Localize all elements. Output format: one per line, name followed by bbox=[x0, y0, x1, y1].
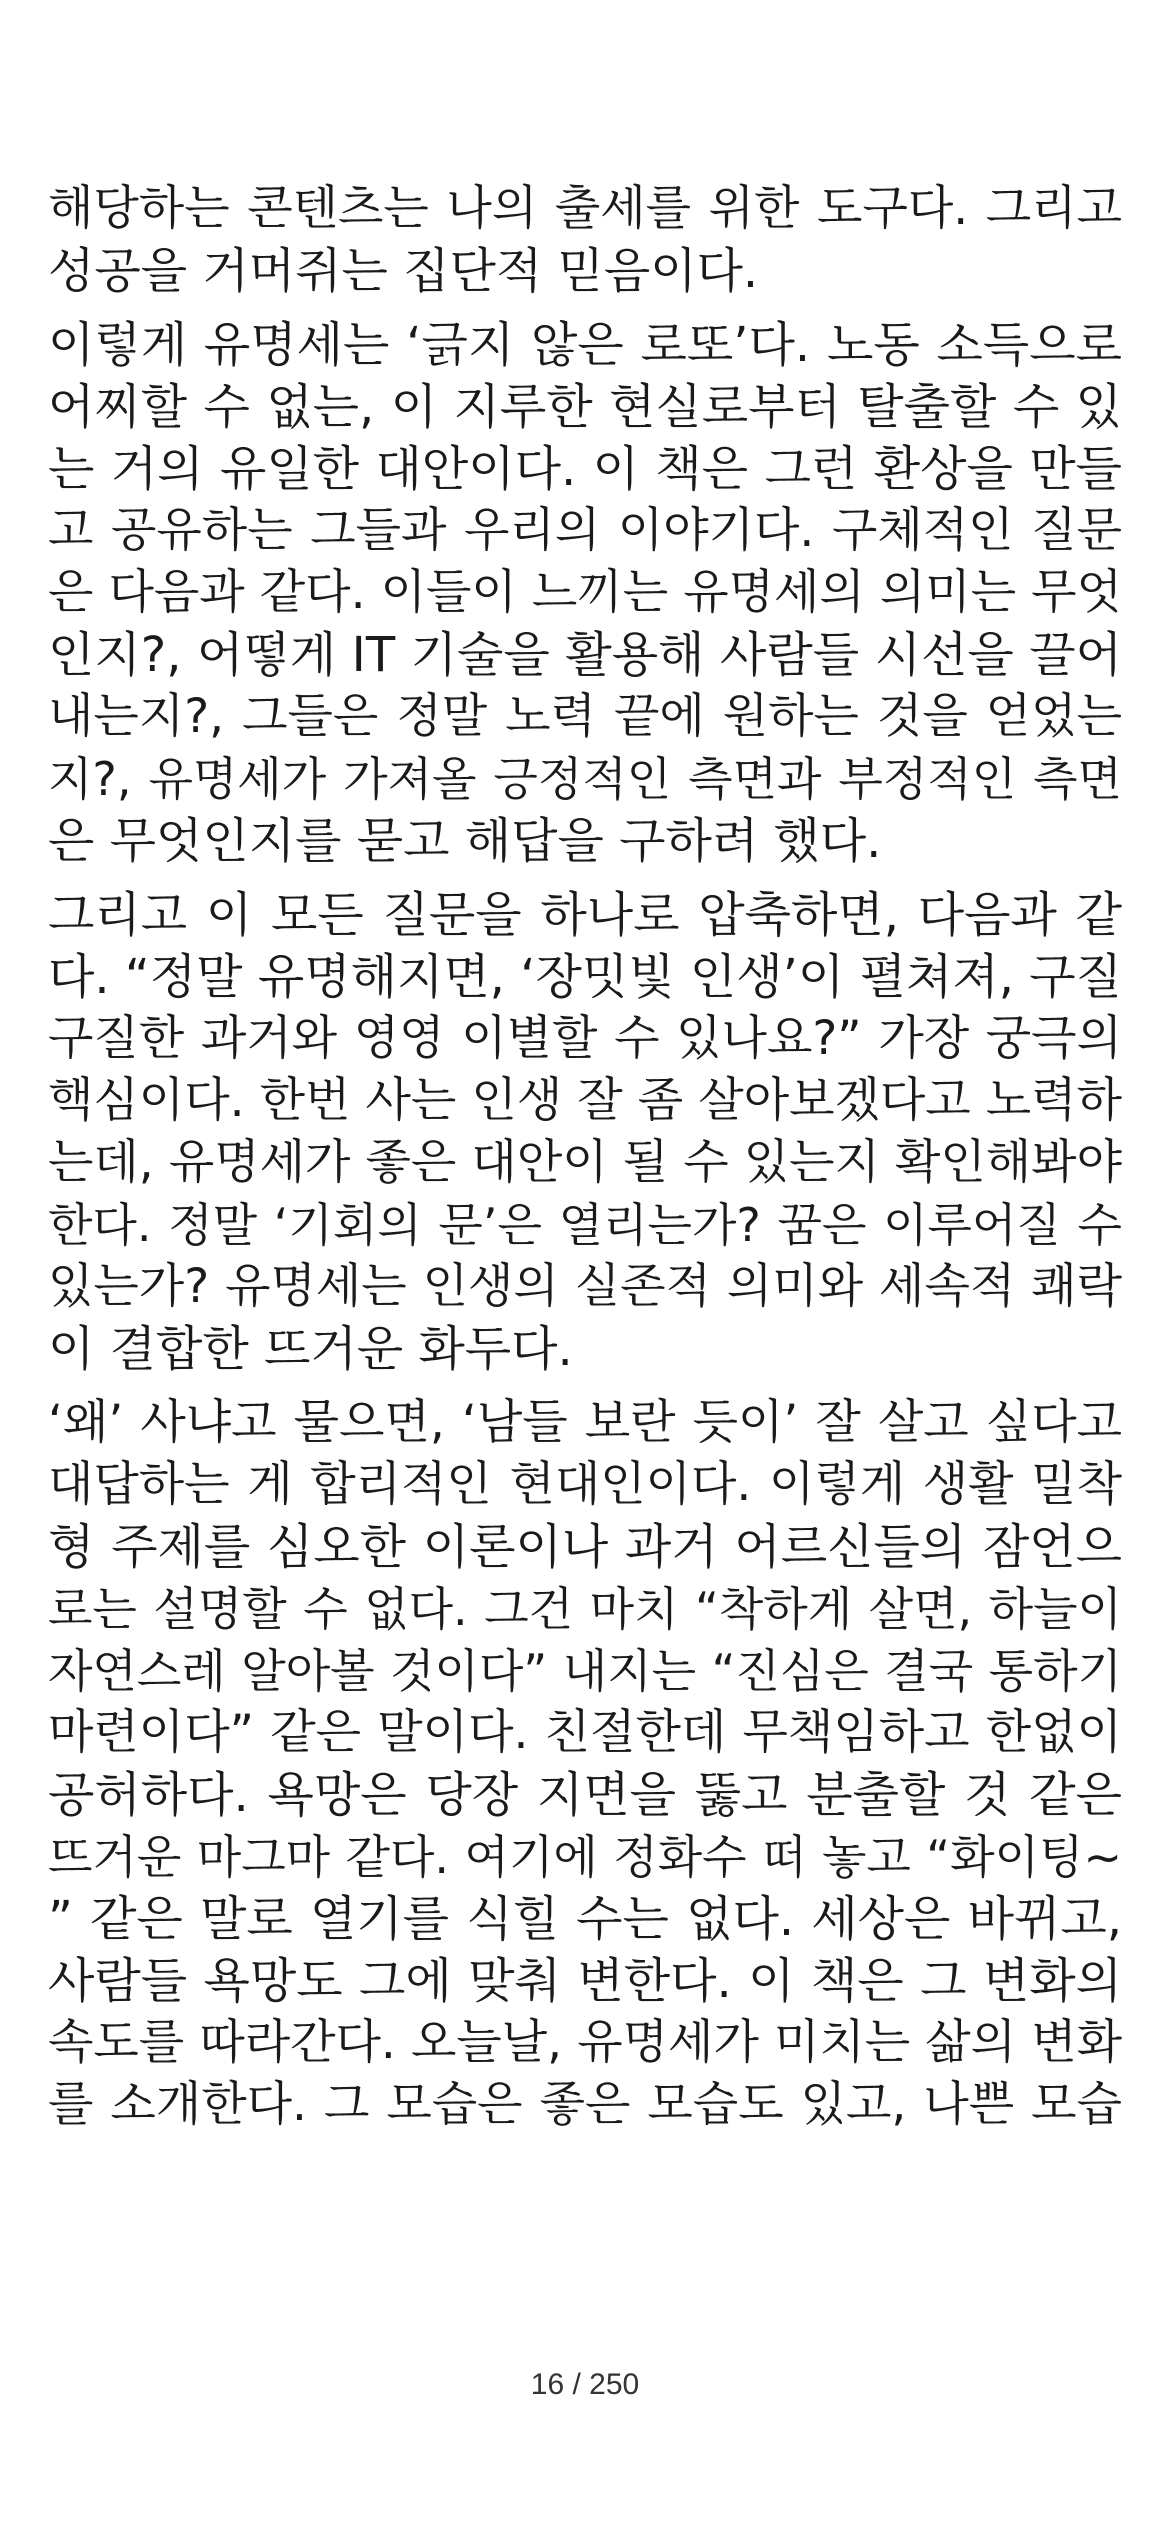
text-line: 내는지?, 그들은 정말 노력 끝에 원하는 것을 얻었는 bbox=[48, 689, 1122, 744]
text-line: 은 다음과 같다. 이들이 느끼는 유명세의 의미는 무엇 bbox=[48, 565, 1122, 620]
text-line: 지?, 유명세가 가져올 긍정적인 측면과 부정적인 측면 bbox=[48, 752, 1122, 806]
text-line: 공허하다. 욕망은 당장 지면을 뚫고 분출할 것 같은 bbox=[48, 1767, 1122, 1823]
text-line: 속도를 따라간다. 오늘날, 유명세가 미치는 삶의 변화 bbox=[48, 2015, 1122, 2070]
text-line: 핵심이다. 한번 사는 인생 잘 좀 살아보겠다고 노력하 bbox=[48, 1073, 1122, 1128]
text-line: 사람들 욕망도 그에 맞춰 변한다. 이 책은 그 변화의 bbox=[48, 1953, 1122, 2009]
text-line: 있는가? 유명세는 인생의 실존적 의미와 세속적 쾌락 bbox=[48, 1259, 1122, 1314]
text-line: 그리고 이 모든 질문을 하나로 압축하면, 다음과 같 bbox=[48, 887, 1122, 943]
paragraph-4 bbox=[48, 1392, 1122, 2136]
text-line: 자연스레 알아볼 것이다” 내지는 “진심은 결국 통하기 bbox=[48, 1644, 1122, 1698]
text-line: 대답하는 게 합리적인 현대인이다. 이렇게 생활 밀착 bbox=[48, 1457, 1122, 1512]
text-line: 어찌할 수 없는, 이 지루한 현실로부터 탈출할 수 있 bbox=[48, 379, 1122, 435]
page-number: 16 / 250 bbox=[530, 2368, 640, 2401]
text-line: 이렇게 유명세는 ‘긁지 않은 로또’다. 노동 소득으로 bbox=[48, 317, 1122, 373]
text-line: 마련이다” 같은 말이다. 친절한데 무책임하고 한없이 bbox=[48, 1705, 1122, 1760]
text-line: 은 무엇인지를 묻고 해답을 구하려 했다. bbox=[48, 813, 882, 869]
text-line: 다. “정말 유명해지면, ‘장밋빛 인생’이 펼쳐져, 구질 bbox=[48, 949, 1122, 1005]
book-text bbox=[48, 178, 1122, 2148]
text-line: 는 거의 유일한 대안이다. 이 책은 그런 환상을 만들 bbox=[48, 441, 1122, 497]
text-line: ‘왜’ 사냐고 물으면, ‘남들 보란 듯이’ 잘 살고 싶다고 bbox=[48, 1395, 1122, 1450]
text-line: 를 소개한다. 그 모습은 좋은 모습도 있고, 나쁜 모습 bbox=[48, 2077, 1122, 2132]
text-line: 이 결합한 뜨거운 화두다. bbox=[48, 1321, 573, 1377]
text-line: 형 주제를 심오한 이론이나 과거 어르신들의 잠언으 bbox=[48, 1519, 1122, 1575]
text-line: 한다. 정말 ‘기회의 문’은 열리는가? 꿈은 이루어질 수 bbox=[48, 1198, 1122, 1252]
text-line: 고 공유하는 그들과 우리의 이야기다. 구체적인 질문 bbox=[48, 503, 1122, 558]
paragraph-1 bbox=[48, 178, 1122, 302]
text-line: 로는 설명할 수 없다. 그건 마치 “착하게 살면, 하늘이 bbox=[48, 1582, 1122, 1636]
text-line: 인지?, 어떻게 IT 기술을 활용해 사람들 시선을 끌어 bbox=[48, 627, 1122, 683]
paragraph-2 bbox=[48, 314, 1122, 872]
text-line: 해당하는 콘텐츠는 나의 출세를 위한 도구다. 그리고 bbox=[48, 181, 1122, 236]
text-line: 는데, 유명세가 좋은 대안이 될 수 있는지 확인해봐야 bbox=[48, 1135, 1122, 1190]
text-line: ” 같은 말로 열기를 식힐 수는 없다. 세상은 바뀌고, bbox=[48, 1891, 1122, 1947]
text-line: 성공을 거머쥐는 집단적 믿음이다. bbox=[48, 243, 759, 299]
paragraph-3 bbox=[48, 884, 1122, 1380]
text-line: 구질한 과거와 영영 이별할 수 있나요?” 가장 궁극의 bbox=[48, 1011, 1122, 1066]
text-line: 뜨거운 마그마 같다. 여기에 정화수 떠 놓고 “화이팅~ bbox=[48, 1830, 1122, 1884]
